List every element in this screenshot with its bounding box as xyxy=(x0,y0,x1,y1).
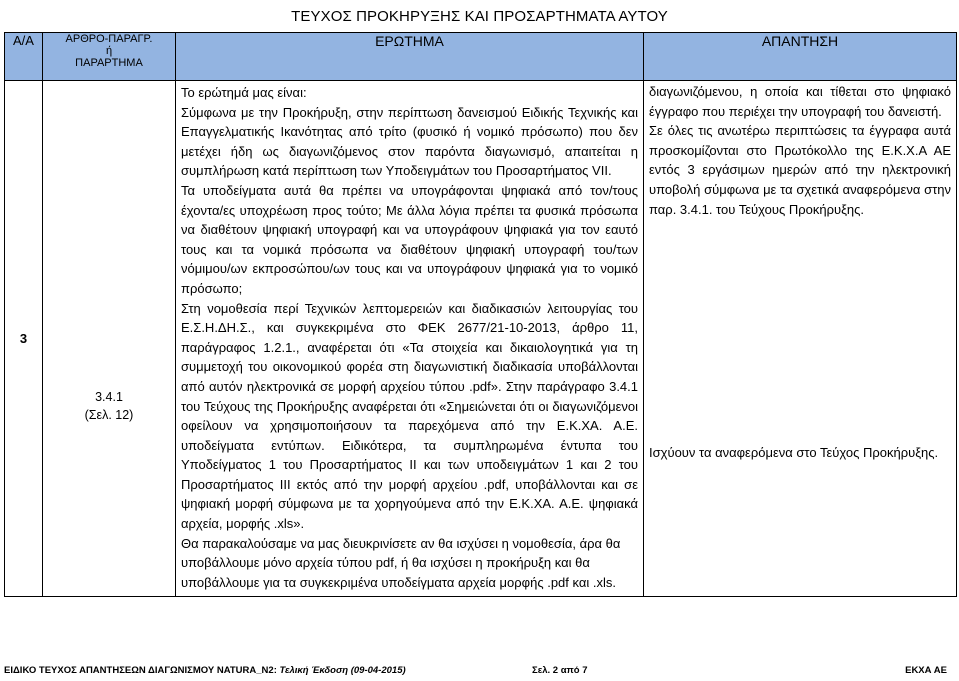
header-article-line3: ΠΑΡΑΡΤΗΜΑ xyxy=(75,57,143,69)
answer-bottom: Ισχύουν τα αναφερόμενα στο Τεύχος Προκήρυξης. xyxy=(649,445,939,460)
footer-right: ΕΚΧΑ ΑΕ xyxy=(905,665,947,676)
row-article-line2: (Σελ. 12) xyxy=(84,408,134,423)
header-question: ΕΡΩΤΗΜΑ xyxy=(176,33,644,81)
document-title: ΤΕΥΧΟΣ ΠΡΟΚΗΡΥΞΗΣ ΚΑΙ ΠΡΟΣΑΡΤΗΜΑΤΑ ΑΥΤΟΥ xyxy=(291,8,668,25)
question-paragraph-4: Θα παρακαλούσαμε να μας διευκρινίσετε αν θα ισχύσει η νομοθεσία, άρα θα υποβάλλουμε μόνο αρχεία τύπου pdf, ή θα ισχύσει η προκήρυξη και θα υποβάλλουμε για τα συγκεκριμένα υποδείγματα αρχεία μορφής .pdf και .xls. xyxy=(181,535,621,590)
page-footer xyxy=(0,665,959,679)
row-article-line1: 3.4.1 xyxy=(95,390,123,405)
answer-paragraph-2: Σε όλες τις ανωτέρω περιπτώσεις τα έγγραφα αυτά προσκομίζονται στο Πρωτόκολλο της Ε.Κ.Χ.Α ΑΕ εντός 3 εργάσιμων ημερών από την ηλεκτρονική υποβολή σύμφωνα με τα σχετικά αναφερόμενα στην παρ. 3.4.1. του Τεύχους Προκήρυξης. xyxy=(649,123,951,217)
row-article xyxy=(43,81,176,597)
header-article xyxy=(43,33,176,81)
header-answer: ΑΠΑΝΤΗΣΗ xyxy=(644,33,957,81)
question-heading: Το ερώτημά μας είναι: xyxy=(181,85,307,100)
header-article-line2: ή xyxy=(105,45,113,57)
answer-cell xyxy=(644,81,957,597)
footer-left-prefix: ΕΙΔΙΚΟ ΤΕΥΧΟΣ ΑΠΑΝΤΗΣΕΩΝ ΔΙΑΓΩΝΙΣΜΟΥ NATURA_N2: xyxy=(4,665,280,676)
qa-table xyxy=(4,32,957,597)
footer-left-edition: Τελική Έκδοση (09-04-2015) xyxy=(279,665,406,676)
table-header-row xyxy=(5,33,957,81)
question-paragraph-1: Σύμφωνα με την Προκήρυξη, στην περίπτωση δανεισμού Ειδικής Τεχνικής και Επαγγελματικής Ικανότητας από τρίτο (φυσικό ή νομικό πρόσωπο) που δεν μετέχει ήδη ως διαγωνιζόμενος στον παρόντα διαγωνισμό, απαιτείται η συμπλήρωση κατά περίπτωση των Υποδειγμάτων του Προσαρτήματος VII. xyxy=(181,104,638,179)
footer-page-number: Σελ. 2 από 7 xyxy=(532,665,588,676)
question-paragraph-2: Τα υποδείγματα αυτά θα πρέπει να υπογράφονται ψηφιακά από τον/τους έχοντα/ες υποχρέωση προς τούτο; Με άλλα λόγια πρέπει τα φυσικά πρόσωπα να διαθέτουν ψηφιακή υπογραφή και να υπογράφουν ψηφιακά για τον εαυτό τους και τα νομικά πρόσωπα να διαθέτουν ψηφιακή υπογραφή του/των νόμιμου/ων εκπροσώπου/ων τους και να υπογράφουν ψηφιακά για το νομικό πρόσωπο; xyxy=(181,182,638,296)
header-article-line1: ΑΡΘΡΟ-ΠΑΡΑΓΡ. xyxy=(65,33,153,45)
footer-left xyxy=(4,665,406,676)
question-cell xyxy=(176,81,644,597)
answer-paragraph-1: διαγωνιζόμενου, η οποία και τίθεται στο ψηφιακό έγγραφο που περιέχει την υπογραφή του δανειστή. xyxy=(649,84,951,119)
row-number: 3 xyxy=(5,81,43,597)
question-paragraph-3: Στη νομοθεσία περί Τεχνικών λεπτομερειών και διαδικασιών λειτουργίας του Ε.Σ.Η.ΔΗ.Σ., και συγκεκριμένα στο ΦΕΚ 2677/21-10-2013, άρθρο 11, παράγραφος 1.2.1., αναφέρεται ότι «Τα στοιχεία και δικαιολογητικά για τη συμμετοχή του οικονομικού φορέα στη διαγωνιστική διαδικασία υποβάλλονται από αυτόν ηλεκτρονικά σε μορφή αρχείου τύπου .pdf». Στην παράγραφο 3.4.1 του Τεύχους της Προκήρυξης αναφέρεται ότι «Σημειώνεται ότι οι διαγωνιζόμενοι οφείλουν να χρησιμοποιήσουν τα παρεχόμενα από την Ε.Κ.ΧΑ. Α.Ε. υποδείγματα εντύπων. Ειδικότερα, τα συμπληρωμένα έντυπα του Υποδείγματος 1 του Προσαρτήματος ΙΙ και των υποδειγμάτων 1 και 2 του Προσαρτήματος ΙΙΙ εκτός από την μορφή αρχείου .pdf, υποβάλλονται και σε ψηφιακή μορφή σύμφωνα με τα χορηγούμενα από την Ε.Κ.ΧΑ. Α.Ε. ψηφιακά αρχεία, μορφής .xls». xyxy=(181,300,638,532)
header-aa: Α/Α xyxy=(5,33,43,81)
table-row xyxy=(5,81,957,597)
